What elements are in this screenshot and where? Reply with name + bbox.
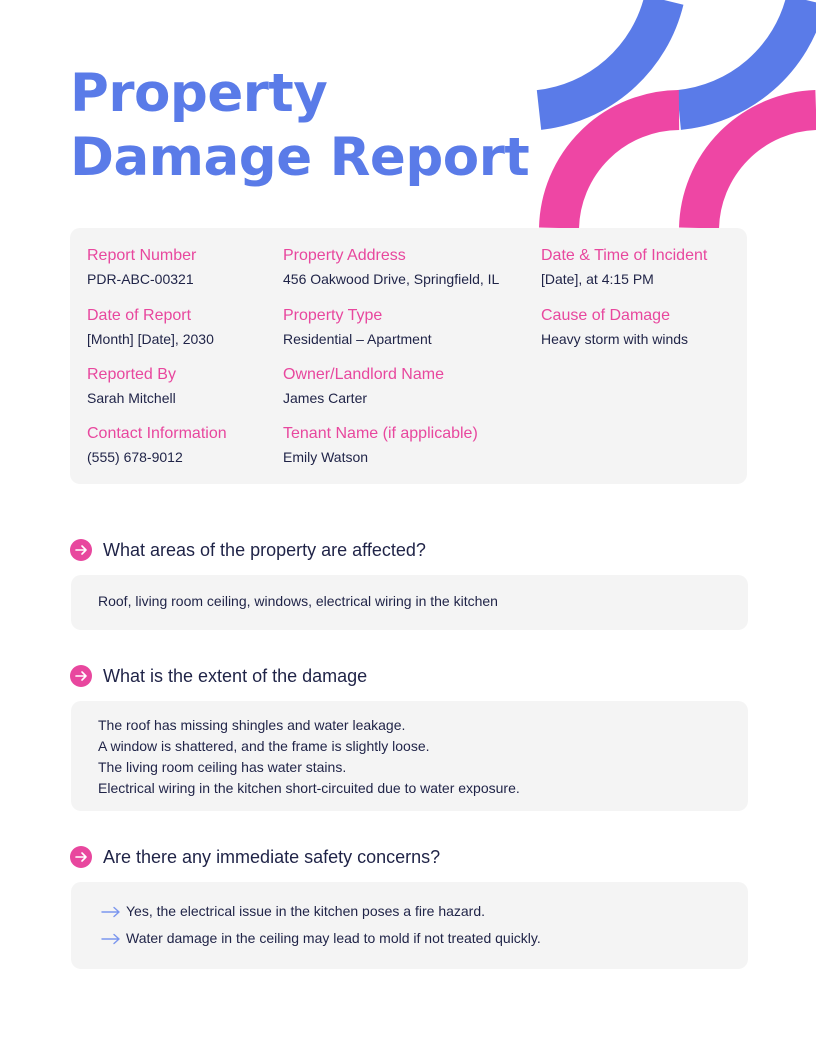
field-value: [Month] [Date], 2030 <box>87 331 214 347</box>
field-value: Emily Watson <box>283 449 369 465</box>
field-owner-name <box>283 365 444 407</box>
answer-line: Electrical wiring in the kitchen short-circuited due to water exposure. <box>98 780 520 796</box>
field-label: Property Type <box>283 307 383 324</box>
title-line-2: Damage Report <box>70 127 530 188</box>
field-label: Owner/Landlord Name <box>283 366 444 383</box>
bullet-text: Water damage in the ceiling may lead to mold if not treated quickly. <box>126 930 541 946</box>
field-incident-datetime <box>541 246 707 288</box>
report-info-card <box>70 228 747 484</box>
field-label: Date & Time of Incident <box>541 247 708 264</box>
field-label: Contact Information <box>87 425 227 442</box>
answer-extent-of-damage <box>71 701 748 811</box>
question-safety-concerns <box>70 846 440 868</box>
field-label: Property Address <box>283 247 406 264</box>
field-value: (555) 678-9012 <box>87 449 183 465</box>
answer-line: Roof, living room ceiling, windows, electrical wiring in the kitchen <box>98 593 498 609</box>
arrow-right-icon <box>101 906 121 918</box>
field-date-of-report <box>87 306 214 348</box>
field-label: Reported By <box>87 366 176 383</box>
field-label: Report Number <box>87 247 197 264</box>
answer-safety-concerns <box>71 882 748 969</box>
field-label: Date of Report <box>87 307 192 324</box>
field-reported-by <box>87 365 176 407</box>
field-label: Cause of Damage <box>541 307 670 324</box>
field-property-type <box>283 306 432 348</box>
bullet-item <box>101 925 541 952</box>
page-title <box>70 62 529 190</box>
bullet-text: Yes, the electrical issue in the kitchen poses a fire hazard. <box>126 903 486 919</box>
answer-affected-areas <box>71 575 748 630</box>
answer-line: A window is shattered, and the frame is slightly loose. <box>98 738 430 754</box>
field-tenant-name <box>283 424 478 466</box>
field-cause-of-damage <box>541 306 688 348</box>
question-extent-of-damage <box>70 665 367 687</box>
answer-lines <box>98 715 520 799</box>
field-value: Residential – Apartment <box>283 331 432 347</box>
field-value: Sarah Mitchell <box>87 390 176 406</box>
answer-line: The roof has missing shingles and water leakage. <box>98 717 406 733</box>
field-property-address <box>283 246 499 288</box>
question-text: What areas of the property are affected? <box>103 539 426 560</box>
bullet-item <box>101 898 541 925</box>
question-text: Are there any immediate safety concerns? <box>103 846 441 867</box>
field-report-number <box>87 246 196 288</box>
field-value: [Date], at 4:15 PM <box>541 271 654 287</box>
field-value: Heavy storm with winds <box>541 331 689 347</box>
arrow-right-circle-icon <box>70 665 92 687</box>
title-line-1: Property <box>70 63 328 124</box>
arrow-right-circle-icon <box>70 846 92 868</box>
field-value: 456 Oakwood Drive, Springfield, IL <box>283 271 500 287</box>
field-contact-information <box>87 424 227 466</box>
field-value: James Carter <box>283 390 368 406</box>
arrow-right-circle-icon <box>70 539 92 561</box>
arrow-right-icon <box>101 933 121 945</box>
field-value: PDR-ABC-00321 <box>87 271 194 287</box>
bullet-list <box>101 898 541 952</box>
question-text: What is the extent of the damage <box>103 665 368 686</box>
answer-line: The living room ceiling has water stains. <box>98 759 347 775</box>
question-affected-areas <box>70 539 426 561</box>
field-label: Tenant Name (if applicable) <box>283 425 478 442</box>
